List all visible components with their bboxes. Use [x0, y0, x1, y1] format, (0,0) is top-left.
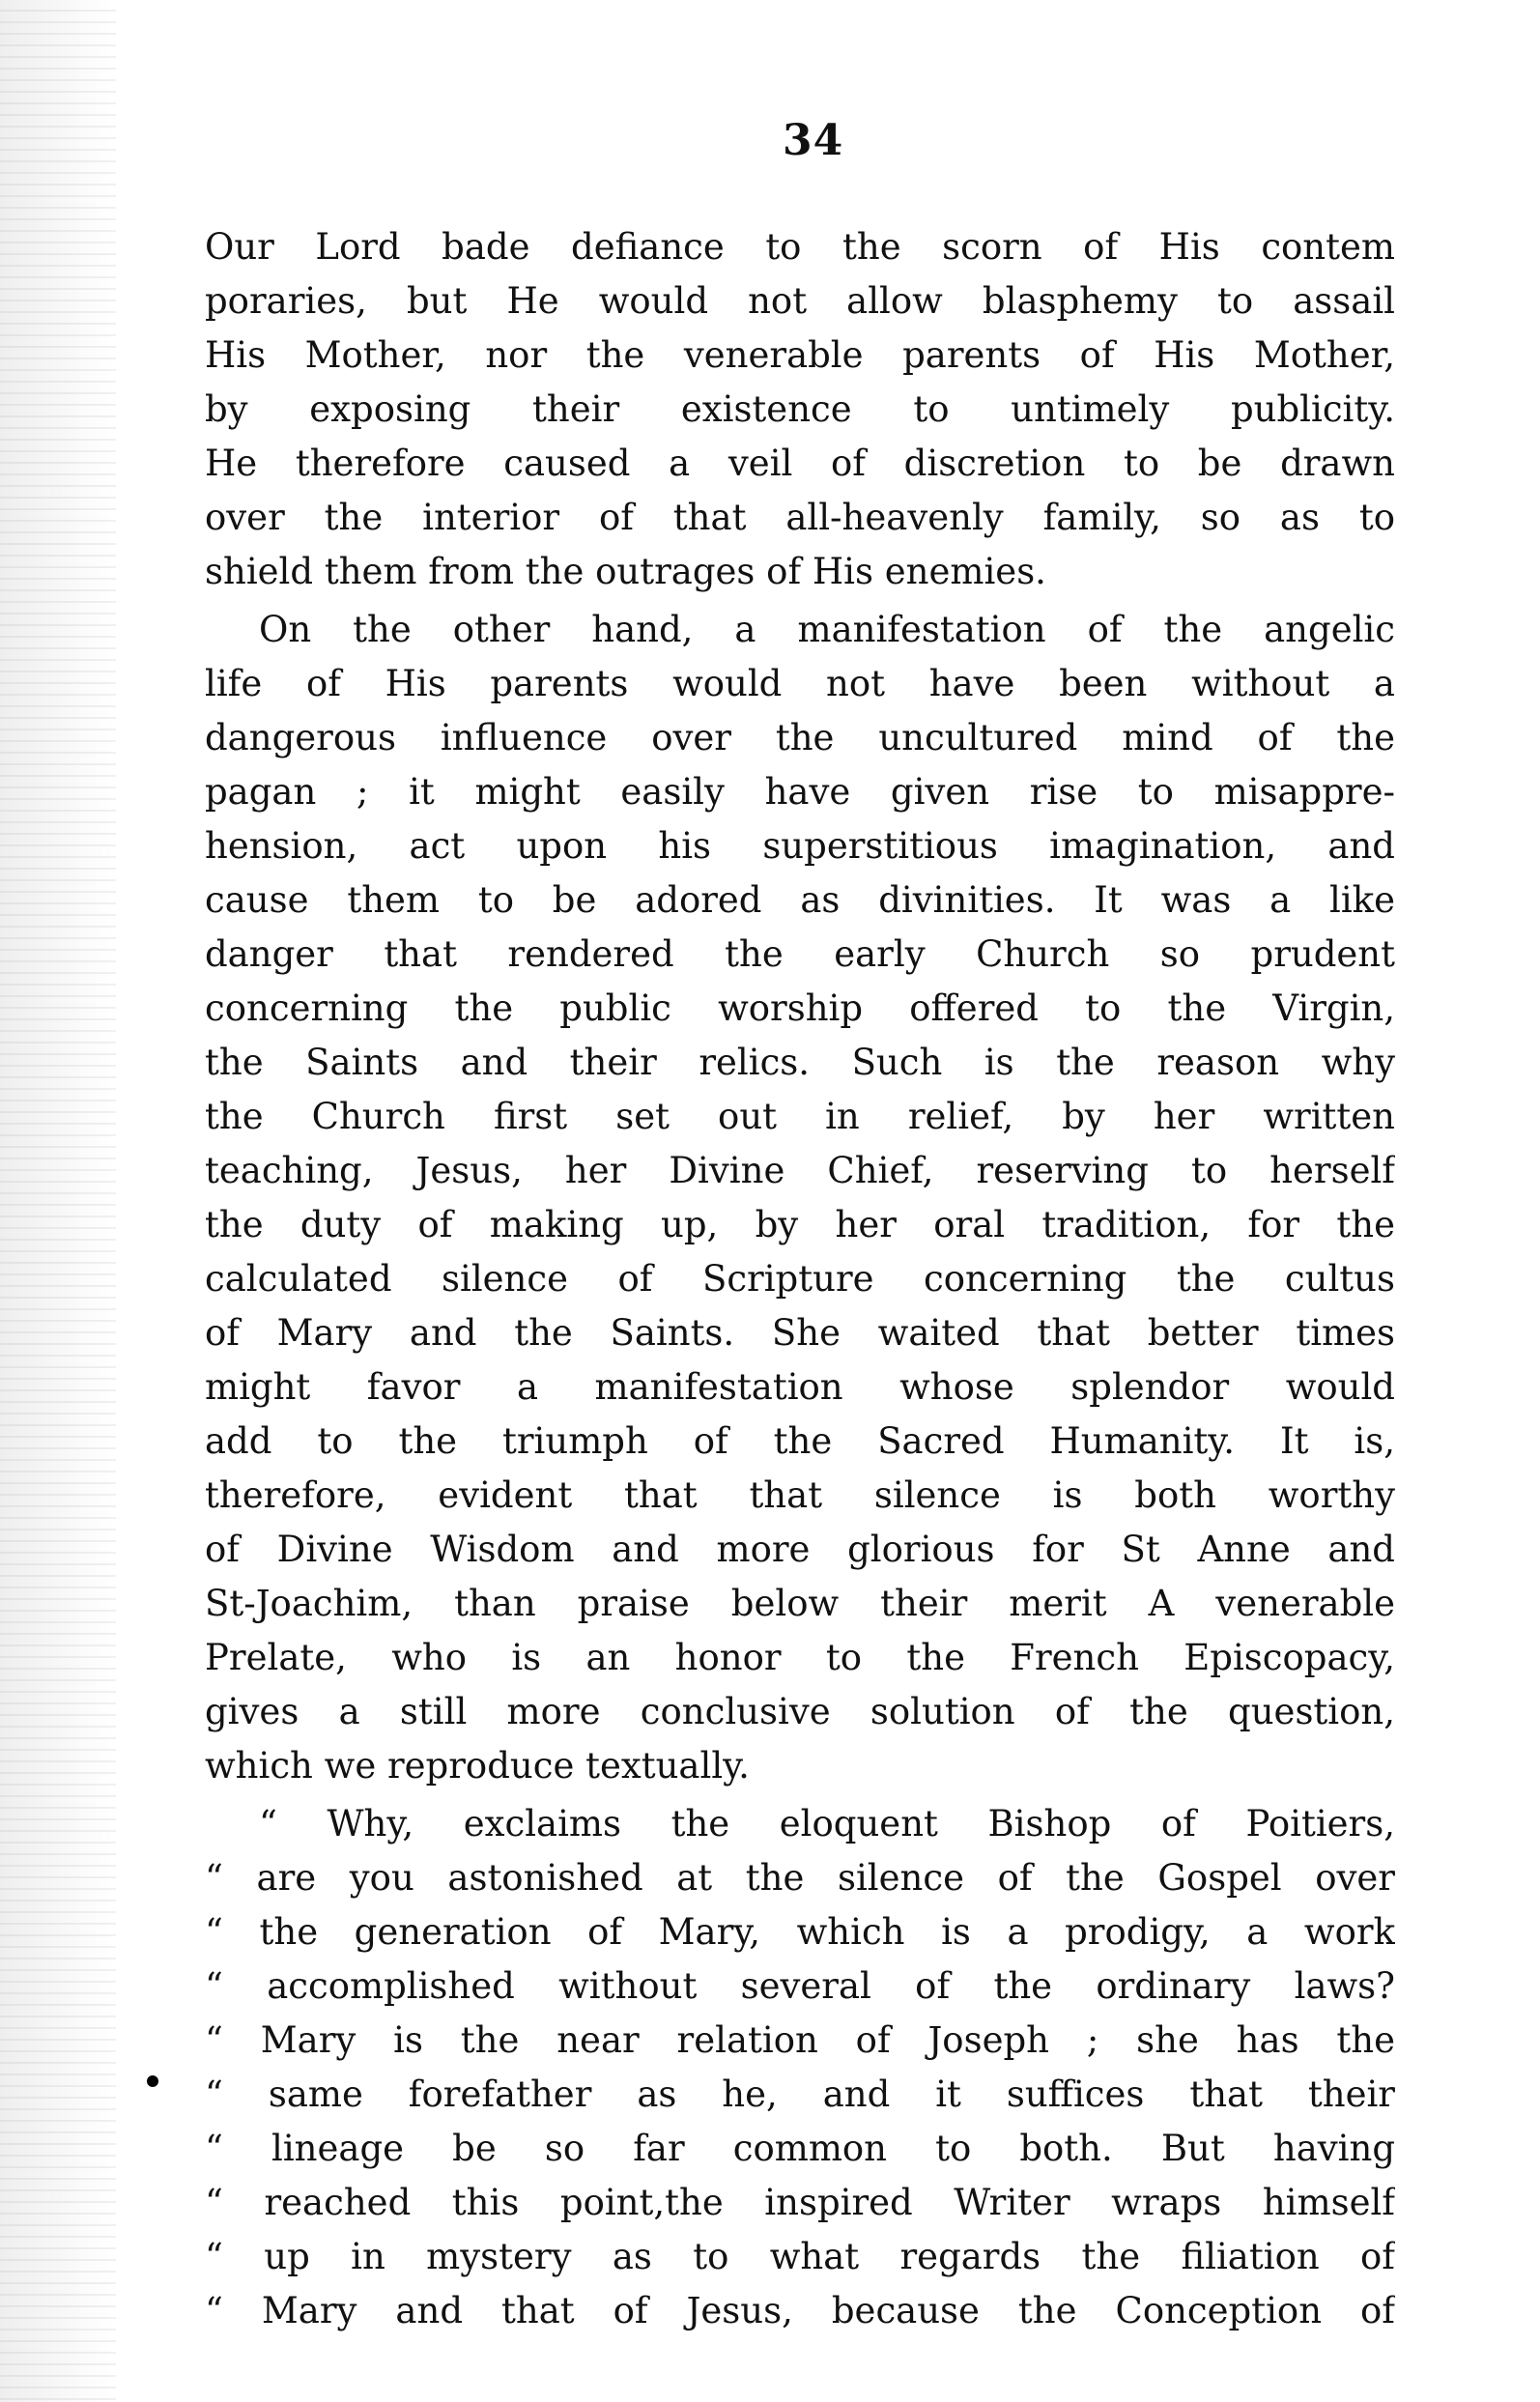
text-line: On the other hand, a manifestation of the angelic — [259, 609, 1395, 650]
text-line: hension, act upon his superstitious imagination, and — [205, 825, 1395, 867]
page-binding-edge — [0, 0, 116, 2402]
text-line: “ are you astonished at the silence of the Gospel over — [205, 1857, 1395, 1899]
text-line: add to the triumph of the Sacred Humanity. It is, — [205, 1420, 1395, 1462]
text-line: “ reached this point,the inspired Writer wraps himself — [205, 2182, 1395, 2223]
text-line: His Mother, nor the venerable parents of His Mother, — [205, 334, 1395, 376]
text-line: Prelate, who is an honor to the French Episcopacy, — [205, 1637, 1395, 1678]
text-line: cause them to be adored as divinities. It was a like — [205, 879, 1395, 921]
text-line: by exposing their existence to untimely publicity. — [205, 388, 1395, 430]
ink-speck — [147, 2075, 158, 2087]
text-line: which we reproduce textually. — [205, 1745, 750, 1787]
text-line: Our Lord bade defiance to the scorn of His contem — [205, 226, 1395, 268]
text-line: over the interior of that all-heavenly family, so as to — [205, 497, 1395, 538]
text-line: “ up in mystery as to what regards the filiation of — [205, 2236, 1395, 2277]
text-line: “ Mary is the near relation of Joseph ; she has the — [205, 2019, 1395, 2061]
text-line: the duty of making up, by her oral tradition, for the — [205, 1204, 1395, 1245]
text-line: St-Joachim, than praise below their merit A venerable — [205, 1583, 1395, 1624]
text-line: shield them from the outrages of His enemies. — [205, 551, 1046, 592]
text-line: “ lineage be so far common to both. But having — [205, 2128, 1395, 2169]
text-line: “ same forefather as he, and it suffices that their — [205, 2073, 1395, 2115]
text-line: “ accomplished without several of the ordinary laws? — [205, 1965, 1395, 2007]
text-line: gives a still more conclusive solution of the question, — [205, 1691, 1395, 1732]
text-line: “ Why, exclaims the eloquent Bishop of Poitiers, — [259, 1803, 1395, 1844]
text-line: calculated silence of Scripture concerning the cultus — [205, 1258, 1395, 1300]
text-line: dangerous influence over the uncultured mind of the — [205, 717, 1395, 758]
text-line: poraries, but He would not allow blasphemy to assail — [205, 280, 1395, 322]
text-line: of Mary and the Saints. She waited that better times — [205, 1312, 1395, 1354]
text-line: teaching, Jesus, her Divine Chief, reserving to herself — [205, 1150, 1395, 1191]
text-line: of Divine Wisdom and more glorious for St Anne and — [205, 1529, 1395, 1570]
text-line: the Saints and their relics. Such is the reason why — [205, 1042, 1395, 1083]
page-number: 34 — [783, 116, 844, 165]
text-line: danger that rendered the early Church so prudent — [205, 933, 1395, 975]
text-line: “ Mary and that of Jesus, because the Conception of — [205, 2290, 1395, 2331]
text-line: pagan ; it might easily have given rise to misappre- — [205, 771, 1395, 813]
text-line: therefore, evident that that silence is both worthy — [205, 1474, 1395, 1516]
text-line: concerning the public worship offered to the Virgin, — [205, 987, 1395, 1029]
text-line: “ the generation of Mary, which is a prodigy, a work — [205, 1911, 1395, 1953]
text-line: life of His parents would not have been without a — [205, 663, 1395, 704]
text-line: might favor a manifestation whose splendor would — [205, 1366, 1395, 1408]
body-text — [205, 220, 1395, 2338]
text-line: the Church first set out in relief, by her written — [205, 1096, 1395, 1137]
text-line: He therefore caused a veil of discretion to be drawn — [205, 443, 1395, 484]
